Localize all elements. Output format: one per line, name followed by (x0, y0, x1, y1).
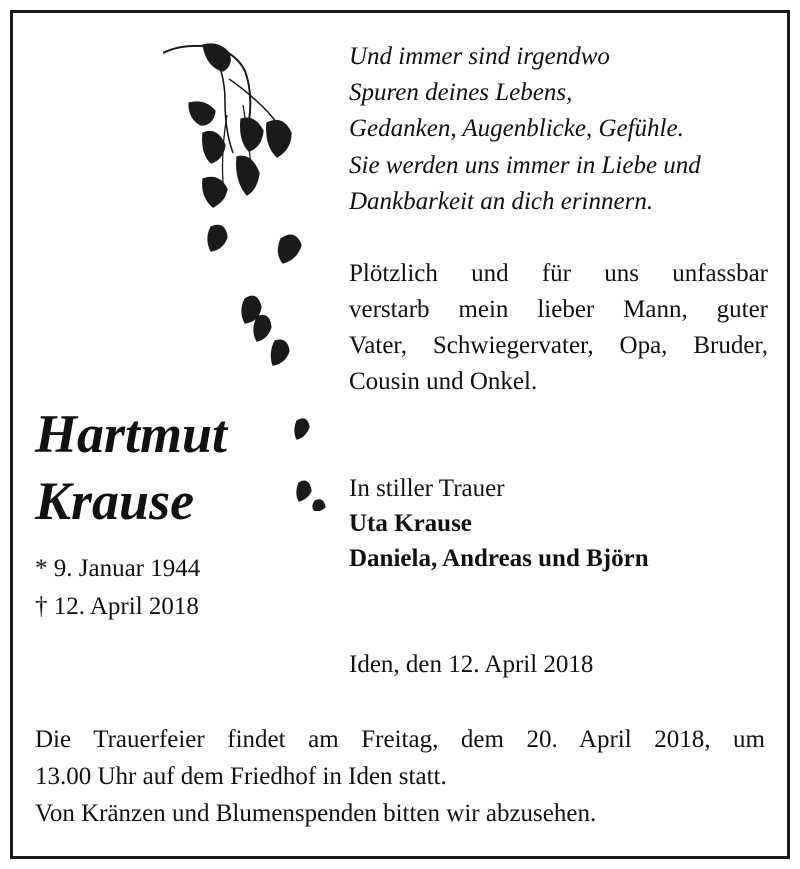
funeral-info (35, 721, 765, 832)
mourner-name: Daniela, Andreas und Björn (349, 545, 649, 572)
poem-line: Spuren deines Lebens, (349, 79, 573, 107)
life-dates (35, 550, 200, 626)
poem-line: Gedanken, Augenblicke, Gefühle. (349, 115, 684, 143)
announcement-line: Cousin und Onkel. (349, 368, 538, 395)
funeral-info-line: Die Trauerfeier findet am Freitag, dem 20. April 2018, um (35, 726, 765, 753)
poem-line: Und immer sind irgendwo (349, 43, 610, 70)
place-and-date: Iden, den 12. April 2018 (349, 651, 594, 678)
first-name: Hartmut (35, 404, 228, 464)
deceased-name (35, 401, 227, 535)
mourners-block (349, 471, 649, 576)
mourner-name: Uta Krause (349, 510, 472, 537)
obituary-notice (10, 10, 790, 859)
birth-date: * 9. Januar 1944 (35, 555, 201, 582)
funeral-info-line: 13.00 Uhr auf dem Friedhof in Iden statt. (35, 763, 447, 790)
mourning-intro: In stiller Trauer (349, 475, 505, 502)
memorial-poem (349, 39, 701, 220)
poem-line: Dankbarkeit an dich erinnern. (349, 187, 654, 215)
announcement-line: Vater, Schwiegervater, Opa, Bruder, (349, 332, 768, 359)
death-announcement (349, 256, 768, 400)
death-date: † 12. April 2018 (35, 593, 199, 620)
announcement-line: verstarb mein lieber Mann, guter (349, 296, 768, 323)
announcement-line: Plötzlich und für uns unfassbar (349, 260, 768, 287)
poem-line: Sie werden uns immer in Liebe und (349, 151, 701, 179)
last-name: Krause (35, 471, 195, 531)
funeral-info-line: Von Kränzen und Blumenspenden bitten wir abzusehen. (35, 800, 597, 827)
